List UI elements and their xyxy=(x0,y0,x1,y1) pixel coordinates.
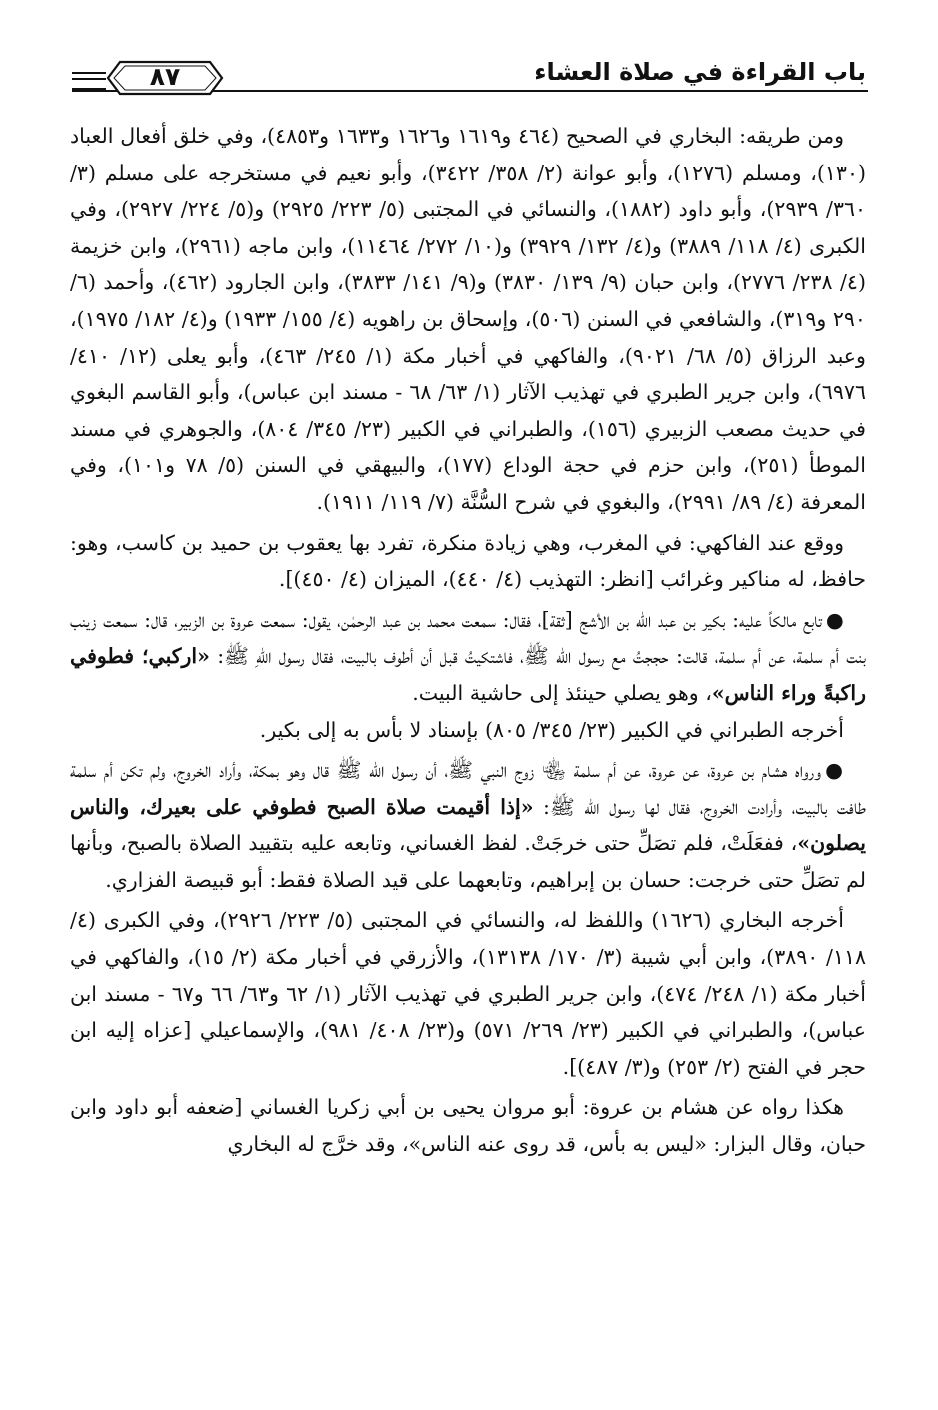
paragraph-text: تابع مالكاً عليه: بكير بن عبد الله بن الأشج [ثقة]، فقال: سمعت محمد بن عبد الرحمٰن، يقول: سمعت عروة بن الزبير، قال: سمعت زينب بنت أم سلمة، عن أم سلمة، قالت: حججتُ مع رسول الله ﷺ، فاشتكيتُ قبل أن أطوف بالبيت، فقال رسول اللهِ ﷺ: xyxy=(70,607,866,669)
paragraph-3 xyxy=(70,602,866,712)
header-ornament-lines xyxy=(72,72,106,90)
paragraph-text: أخرجه البخاري (١٦٢٦) واللفظ له، والنسائي في المجتبى (٥/ ٢٢٣/ ٢٩٢٦)، وفي الكبرى (٤/ ١١٨/ ٣٨٩٠)، وابن أبي شيبة (٣/ ١٧٠/ ١٣١٣٨)، والأزرقي في أخبار مكة (٢/ ١٥)، والفاكهي في أخبار مكة (١/ ٢٤٨/ ٤٧٤)، وابن جرير الطبري في تهذيب الآثار (١/ ٦٢ و٦٣/ ٦٦ و٦٧ - مسند ابن عباس)، والطبراني في الكبير (٢٣/ ٢٦٩/ ٥٧١) و(٢٣/ ٤٠٨/ ٩٨١)، والإسماعيلي [عزاه إليه ابن حجر في الفتح (٢/ ٢٥٣) و(٣/ ٤٨٧)]. xyxy=(70,908,866,1079)
paragraph-text: هكذا رواه عن هشام بن عروة: أبو مروان يحيى بن أبي زكريا الغساني [ضعفه أبو داود وابن حبان، وقال البزار: «ليس به بأس، قد روى عنه الناس»، وقد خرَّج له البخاري xyxy=(70,1095,866,1157)
paragraph-6 xyxy=(70,902,866,1085)
paragraph-7 xyxy=(70,1089,866,1162)
page-header xyxy=(72,52,868,102)
page-number: ٨٧ xyxy=(149,62,181,91)
hadith-quote: «اركبي؛ فطوفي راكبةً وراء الناس» xyxy=(70,644,866,705)
hadith-quote: «إذا أقيمت صلاة الصبح فطوفي على بعيرك، والناس يصلون» xyxy=(70,794,866,856)
paragraph-text-after: ، ففعَلَتْ، فلم تصَلِّ حتى خرجَتْ. لفظ الغساني، وتابعه عليه بتقييد الصلاة بالصبح، وبأنها لم تصَلِّ حتى خرجت: حسان بن إبراهيم، وتابعهما على قيد الصلاة فقط: أبو قبيصة الفزاري. xyxy=(70,831,866,892)
paragraph-text: أخرجه الطبراني في الكبير (٢٣/ ٣٤٥/ ٨٠٥) بإسناد لا بأس به إلى بكير. xyxy=(259,717,844,742)
bullet-icon: ● xyxy=(825,607,845,632)
paragraph-text: ومن طريقه: البخاري في الصحيح (٤٦٤ و١٦١٩ و١٦٢٦ و١٦٣٣ و٤٨٥٣)، وفي خلق أفعال العباد (١٣٠)، ومسلم (١٢٧٦)، وأبو عوانة (٢/ ٣٥٨/ ٣٤٢٢)، وأبو نعيم في مستخرجه على مسلم (٣/ ٣٦٠/ ٢٩٣٩)، وأبو داود (١٨٨٢)، والنسائي في المجتبى (٥/ ٢٢٣/ ٢٩٢٥) و(٥/ ٢٢٤/ ٢٩٢٧)، وفي الكبرى (٤/ ١١٨/ ٣٨٨٩) و(٤/ ١٣٢/ ٣٩٢٩) و(١٠/ ٢٧٢/ ١١٤٦٤)، وابن ماجه (٢٩٦١)، وابن خزيمة (٤/ ٢٣٨/ ٢٧٧٦)، وابن حبان (٩/ ١٣٩/ ٣٨٣٠) و(٩/ ١٤١/ ٣٨٣٣)، وابن الجارود (٤٦٢)، وأحمد (٦/ ٢٩٠ و٣١٩)، والشافعي في السنن (٥٠٦)، وإسحاق بن راهويه (٤/ ١٥٥/ ١٩٣٣) و(٤/ ١٨٢/ ١٩٧٥)، وعبد الرزاق (٥/ ٦٨/ ٩٠٢١)، والفاكهي في أخبار مكة (١/ ٢٤٥/ ٤٦٣)، وأبو يعلى (١٢/ ٤١٠/ ٦٩٧٦)، وابن جرير الطبري في تهذيب الآثار (١/ ٦٣/ ٦٨ - مسند ابن عباس)، وأبو القاسم البغوي في حديث مصعب الزبيري (١٥٦)، والطبراني في الكبير (٢٣/ ٣٤٥/ ٨٠٤)، والجوهري في مسند الموطأ (٢٥١)، وابن حزم في حجة الوداع (١٧٧)، والبيهقي في السنن (٥/ ٧٨ و١٠١)، وفي المعرفة (٤/ ٨٩/ ٢٩٩١)، والبغوي في شرح السُّنَّة (٧/ ١١٩/ ١٩١١). xyxy=(70,124,866,514)
paragraph-text: ورواه هشام بن عروة، عن عروة، عن أم سلمة ﵄ زوج النبي ﷺ، أن رسول الله ﷺ قال وهو بمكة، وأراد الخروج، ولم تكن أم سلمة طافت بالبيت، وأرادت الخروج، فقال لها رسول الله ﷺ: xyxy=(70,758,867,819)
running-head-title: باب القراءة في صلاة العشاء xyxy=(534,58,866,86)
paragraph-4 xyxy=(70,712,866,749)
page-number-badge xyxy=(106,58,224,98)
paragraph-2 xyxy=(70,525,866,598)
paragraph-1 xyxy=(70,118,866,521)
paragraph-5 xyxy=(70,752,866,898)
main-text xyxy=(70,118,866,1163)
paragraph-text-after: ، وهو يصلي حينئذ إلى حاشية البيت. xyxy=(412,680,712,705)
paragraph-text: ووقع عند الفاكهي: في المغرب، وهي زيادة منكرة، تفرد بها يعقوب بن حميد بن كاسب، وهو: حافظ، له مناكير وغرائب [انظر: التهذيب (٤/ ٤٤٠)، الميزان (٤/ ٤٥٠)]. xyxy=(70,530,866,592)
bullet-icon: ● xyxy=(825,758,844,783)
